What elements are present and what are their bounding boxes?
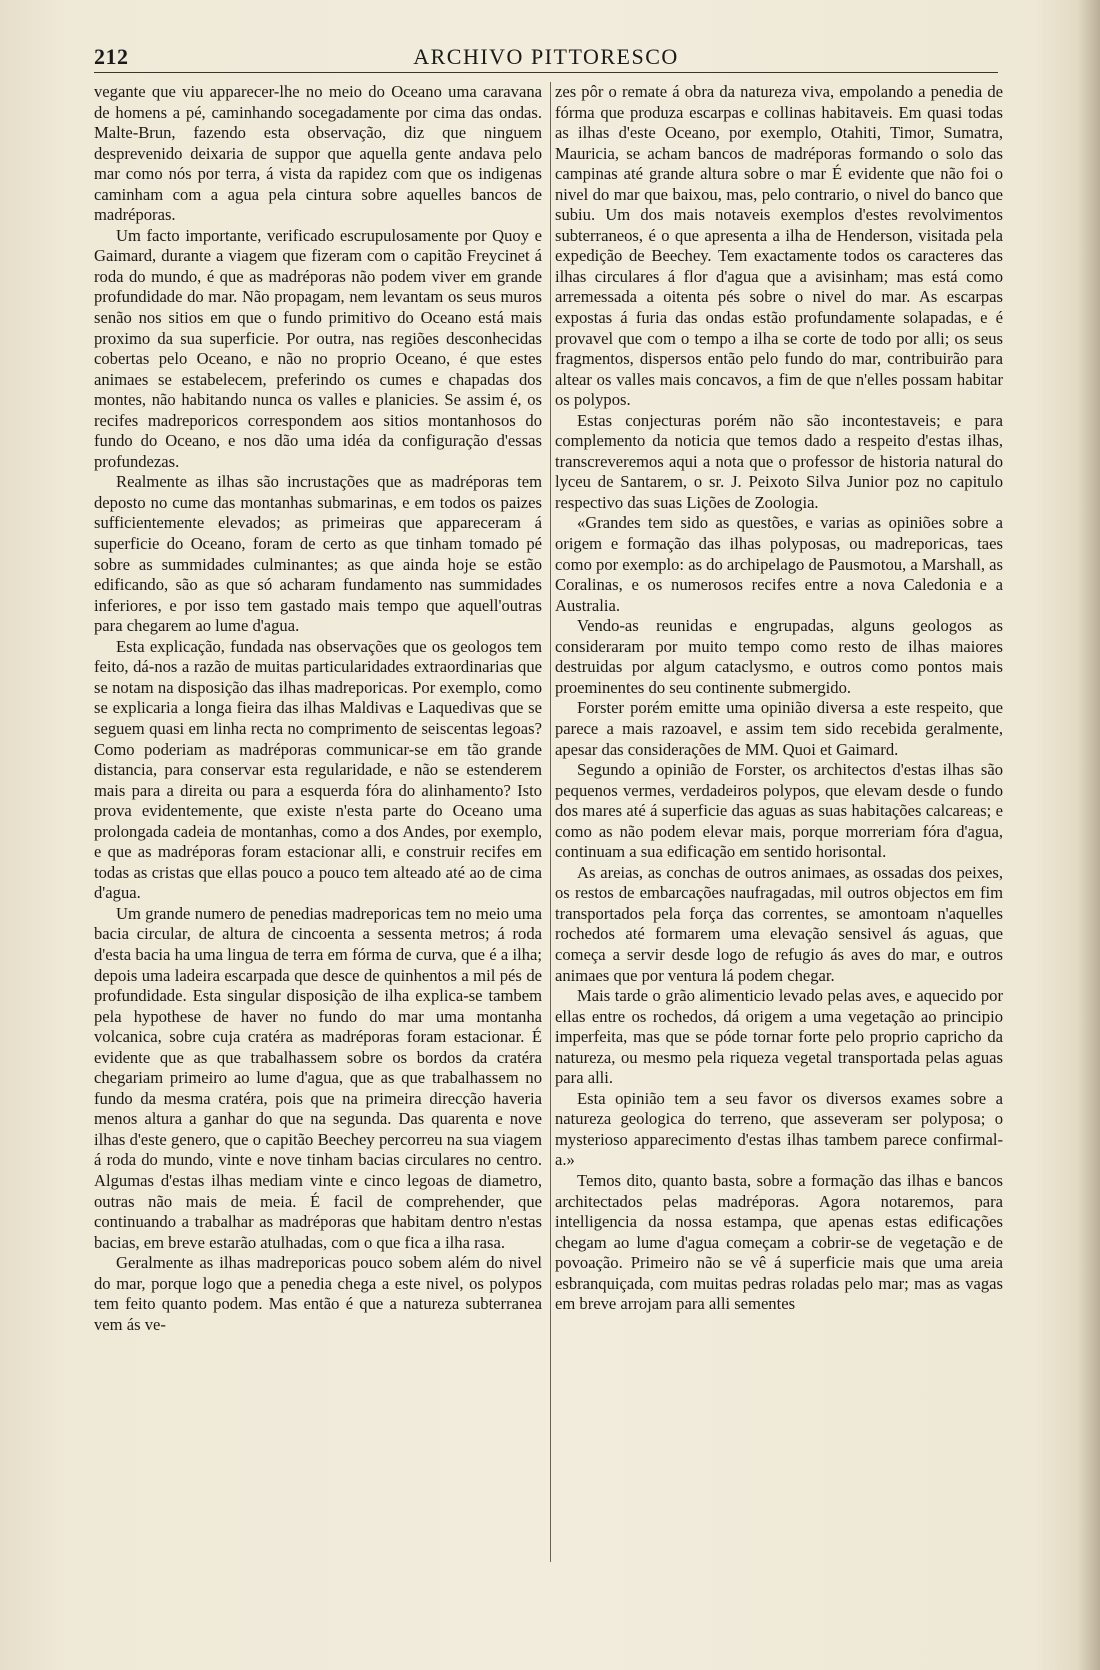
paragraph: Um facto importante, verificado escrupulosamente por Quoy e Gaimard, durante a viagem que fizeram com o capitão Freycinet á roda do mundo, é que as madréporas não podem viver em grande profundidade do mar. Não propagam, nem levantam os seus muros senão nos sitios em que o fundo primitivo do Oceano está mais proximo da sua superficie. Por outra, nas regiões desconhecidas cobertas pelo Oceano, e não no proprio Oceano, é que estes animaes se estabelecem, preferindo os cumes e chapadas dos montes, não habitando nunca os valles e planicies. Se assim é, os recifes madreporicos correspondem aos sitios montanhosos do fundo do Oceano, e nos dão uma idéa da configuração d'essas profundezas. [94,225,542,471]
paragraph: Segundo a opinião de Forster, os architectos d'estas ilhas são pequenos vermes, verdadeiros polypos, que elevam desde o fundo dos mares até á superficie das aguas as suas habitações calcareas; e como as não podem elevar mais, porque morreriam fóra d'agua, continuam a sua edificação em sentido horisontal. [555,760,1003,862]
paragraph: «Grandes tem sido as questões, e varias as opiniões sobre a origem e formação das ilhas polyposas, ou madreporicas, taes como por exemplo: as do archipelago de Pausmotou, a Marshall, as Coralinas, e os numerosos recifes entre a nova Caledonia e a Australia. [555,513,1003,615]
page-header [94,42,998,73]
paragraph: Forster porém emitte uma opinião diversa a este respeito, que parece a mais razoavel, e assim tem sido recebida geralmente, apesar das considerações de MM. Quoi et Gaimard. [555,698,1003,759]
paragraph: zes pôr o remate á obra da natureza viva, empolando a penedia de fórma que produza escarpas e collinas habitaveis. Em quasi todas as ilhas d'este Oceano, por exemplo, Otahiti, Timor, Sumatra, Mauricia, se acham bancos de madréporas formando o solo das campinas até grande altura sobre o mar É evidente que não foi o nivel do mar que baixou, mas, pelo contrario, o nivel do banco que subiu. Um dos mais notaveis exemplos d'estes revolvimentos subterraneos, é o que apresenta a ilha de Henderson, visitada pela expedição de Beechey. Tem exactamente todos os caracteres das ilhas circulares á flor d'agua que a avisinham; mas está como arremessada a oitenta pés sobre o nivel do mar. As escarpas expostas á furia das ondas estão profundamente solapadas, e é provavel que com o tempo a ilha se corte de todo por alli; os seus fragmentos, dispersos então pelo fundo do mar, contribuirão para altear os valles mais concavos, a fim de que n'elles possam habitar os polypos. [555,82,1003,410]
paragraph: Geralmente as ilhas madreporicas pouco sobem além do nivel do mar, porque logo que a penedia chega a este nivel, os polypos tem feito quanto podem. Mas então é que a natureza subterranea vem ás ve- [94,1253,542,1334]
right-text-column [555,82,1003,1315]
paragraph: Estas conjecturas porém não são incontestaveis; e para complemento da noticia que temos dado a respeito d'estas ilhas, transcreveremos aqui a nota que o professor de historia natural do lyceu de Santarem, o sr. J. Peixoto Silva Junior poz no capitulo respectivo das suas Lições de Zoologia. [555,410,1003,512]
left-text-column [94,82,542,1335]
paragraph: Temos dito, quanto basta, sobre a formação das ilhas e bancos architectados pelas madréporas. Agora notaremos, para intelligencia da nossa estampa, que apenas estas edificações chegam ao lume d'agua começam a cobrir-se de vegetação e de povoação. Primeiro não se vê á superficie mais que uma areia esbranquiçada, com muitas pedras roladas pelo mar; mas as vagas em breve arrojam para alli sementes [555,1170,1003,1314]
paragraph: Vendo-as reunidas e engrupadas, alguns geologos as consideraram por muito tempo como resto de ilhas maiores destruidas por algum cataclysmo, e outros como pontos mais proeminentes do seu continente submergido. [555,616,1003,697]
paragraph: Um grande numero de penedias madreporicas tem no meio uma bacia circular, de altura de cincoenta a sessenta metros; á roda d'esta bacia ha uma lingua de terra em fórma de curva, que é a ilha; depois uma ladeira escarpada que desce de quinhentos a mil pés de profundidade. Esta singular disposição de ilha explica-se tambem pela hypothese de haver no fundo do mar uma montanha volcanica, sobre cuja cratéra as madréporas foram estacionar. É evidente que as que trabalhassem sobre os bordos da cratéra chegariam primeiro ao lume d'agua, que as que trabalhassem no fundo da mesma cratéra, pois que na primeira direcção haveria menos altura a ganhar do que na segunda. Das quarenta e nove ilhas d'este genero, que o capitão Beechey percorreu na sua viagem á roda do mundo, vinte e nove tinham bacias circulares no centro. Algumas d'estas ilhas mediam vinte e cinco legoas de diametro, outras não mais de meia. É facil de comprehender, que continuando a trabalhar as madréporas que habitam dentro n'estas bacias, em breve estarão atulhadas, com o que fica a ilha rasa. [94,903,542,1252]
paragraph: Mais tarde o grão alimenticio levado pelas aves, e aquecido por ellas entre os rochedos, dá origem a uma vegetação ao principio imperfeita, mas que se póde tornar forte pelo proprio capricho da natureza, ou mesmo pela riqueza vegetal transportada pelas aguas para alli. [555,986,1003,1088]
running-title: ARCHIVO PITTORESCO [413,44,679,69]
paragraph: As areias, as conchas de outros animaes, as ossadas dos peixes, os restos de embarcações naufragadas, mil outros objectos em fim transportados pela força das correntes, se amontoam n'aquelles rochedos até formarem uma elevação sensivel ás aguas, que começa a servir desde logo de refugio ás aves do mar, e outros animaes que por ventura lá podem chegar. [555,862,1003,985]
page-number: 212 [94,44,129,69]
paragraph: Esta opinião tem a seu favor os diversos exames sobre a natureza geologica do terreno, que asseveram ser polyposa; o mysterioso apparecimento d'estas ilhas tambem parece confirmal-a.» [555,1088,1003,1170]
paragraph: vegante que viu apparecer-lhe no meio do Oceano uma caravana de homens a pé, caminhando socegadamente por cima das ondas. Malte-Brun, fazendo esta observação, diz que ninguem desprevenido deixaria de suppor que aquella gente andava pelo mar como nós por terra, á vista da rapidez com que os indigenas caminham com a agua pela cintura sobre aquelles bancos de madréporas. [94,82,542,225]
paragraph: Realmente as ilhas são incrustações que as madréporas tem deposto no cume das montanhas submarinas, e em todos os paizes sufficientemente elevados; as primeiras que appareceram á superficie do Oceano, foram de certo as que tinham tomado pé sobre as summidades culminantes; as que ainda hoje se estão edificando, são as que só acharam fundamento nas summidades inferiores, e por isso tem gastado mais tempo que aquell'outras para chegarem ao lume d'agua. [94,472,542,636]
paragraph: Esta explicação, fundada nas observações que os geologos tem feito, dá-nos a razão de muitas particularidades extraordinarias que se notam na disposição das ilhas madreporicas. Por exemplo, como se explicaria a longa fieira das ilhas Maldivas e Laquedivas que se seguem quasi em linha recta no comprimento de seiscentas legoas? Como poderiam as madréporas communicar-se em tão grande distancia, para conservar esta regularidade, e não se estenderem mais para a direita ou para a esquerda fóra do alinhamento? Isto prova evidentemente, que existe n'esta parte do Oceano uma prolongada cadeia de montanhas, como a dos Andes, por exemplo, e que as madréporas foram estacionar alli, e construir recifes em todas as cristas que ellas pouco a pouco tem alteado até ao de cima d'agua. [94,636,542,903]
page-edge-shadow [1078,0,1100,1670]
column-divider [550,82,551,1562]
